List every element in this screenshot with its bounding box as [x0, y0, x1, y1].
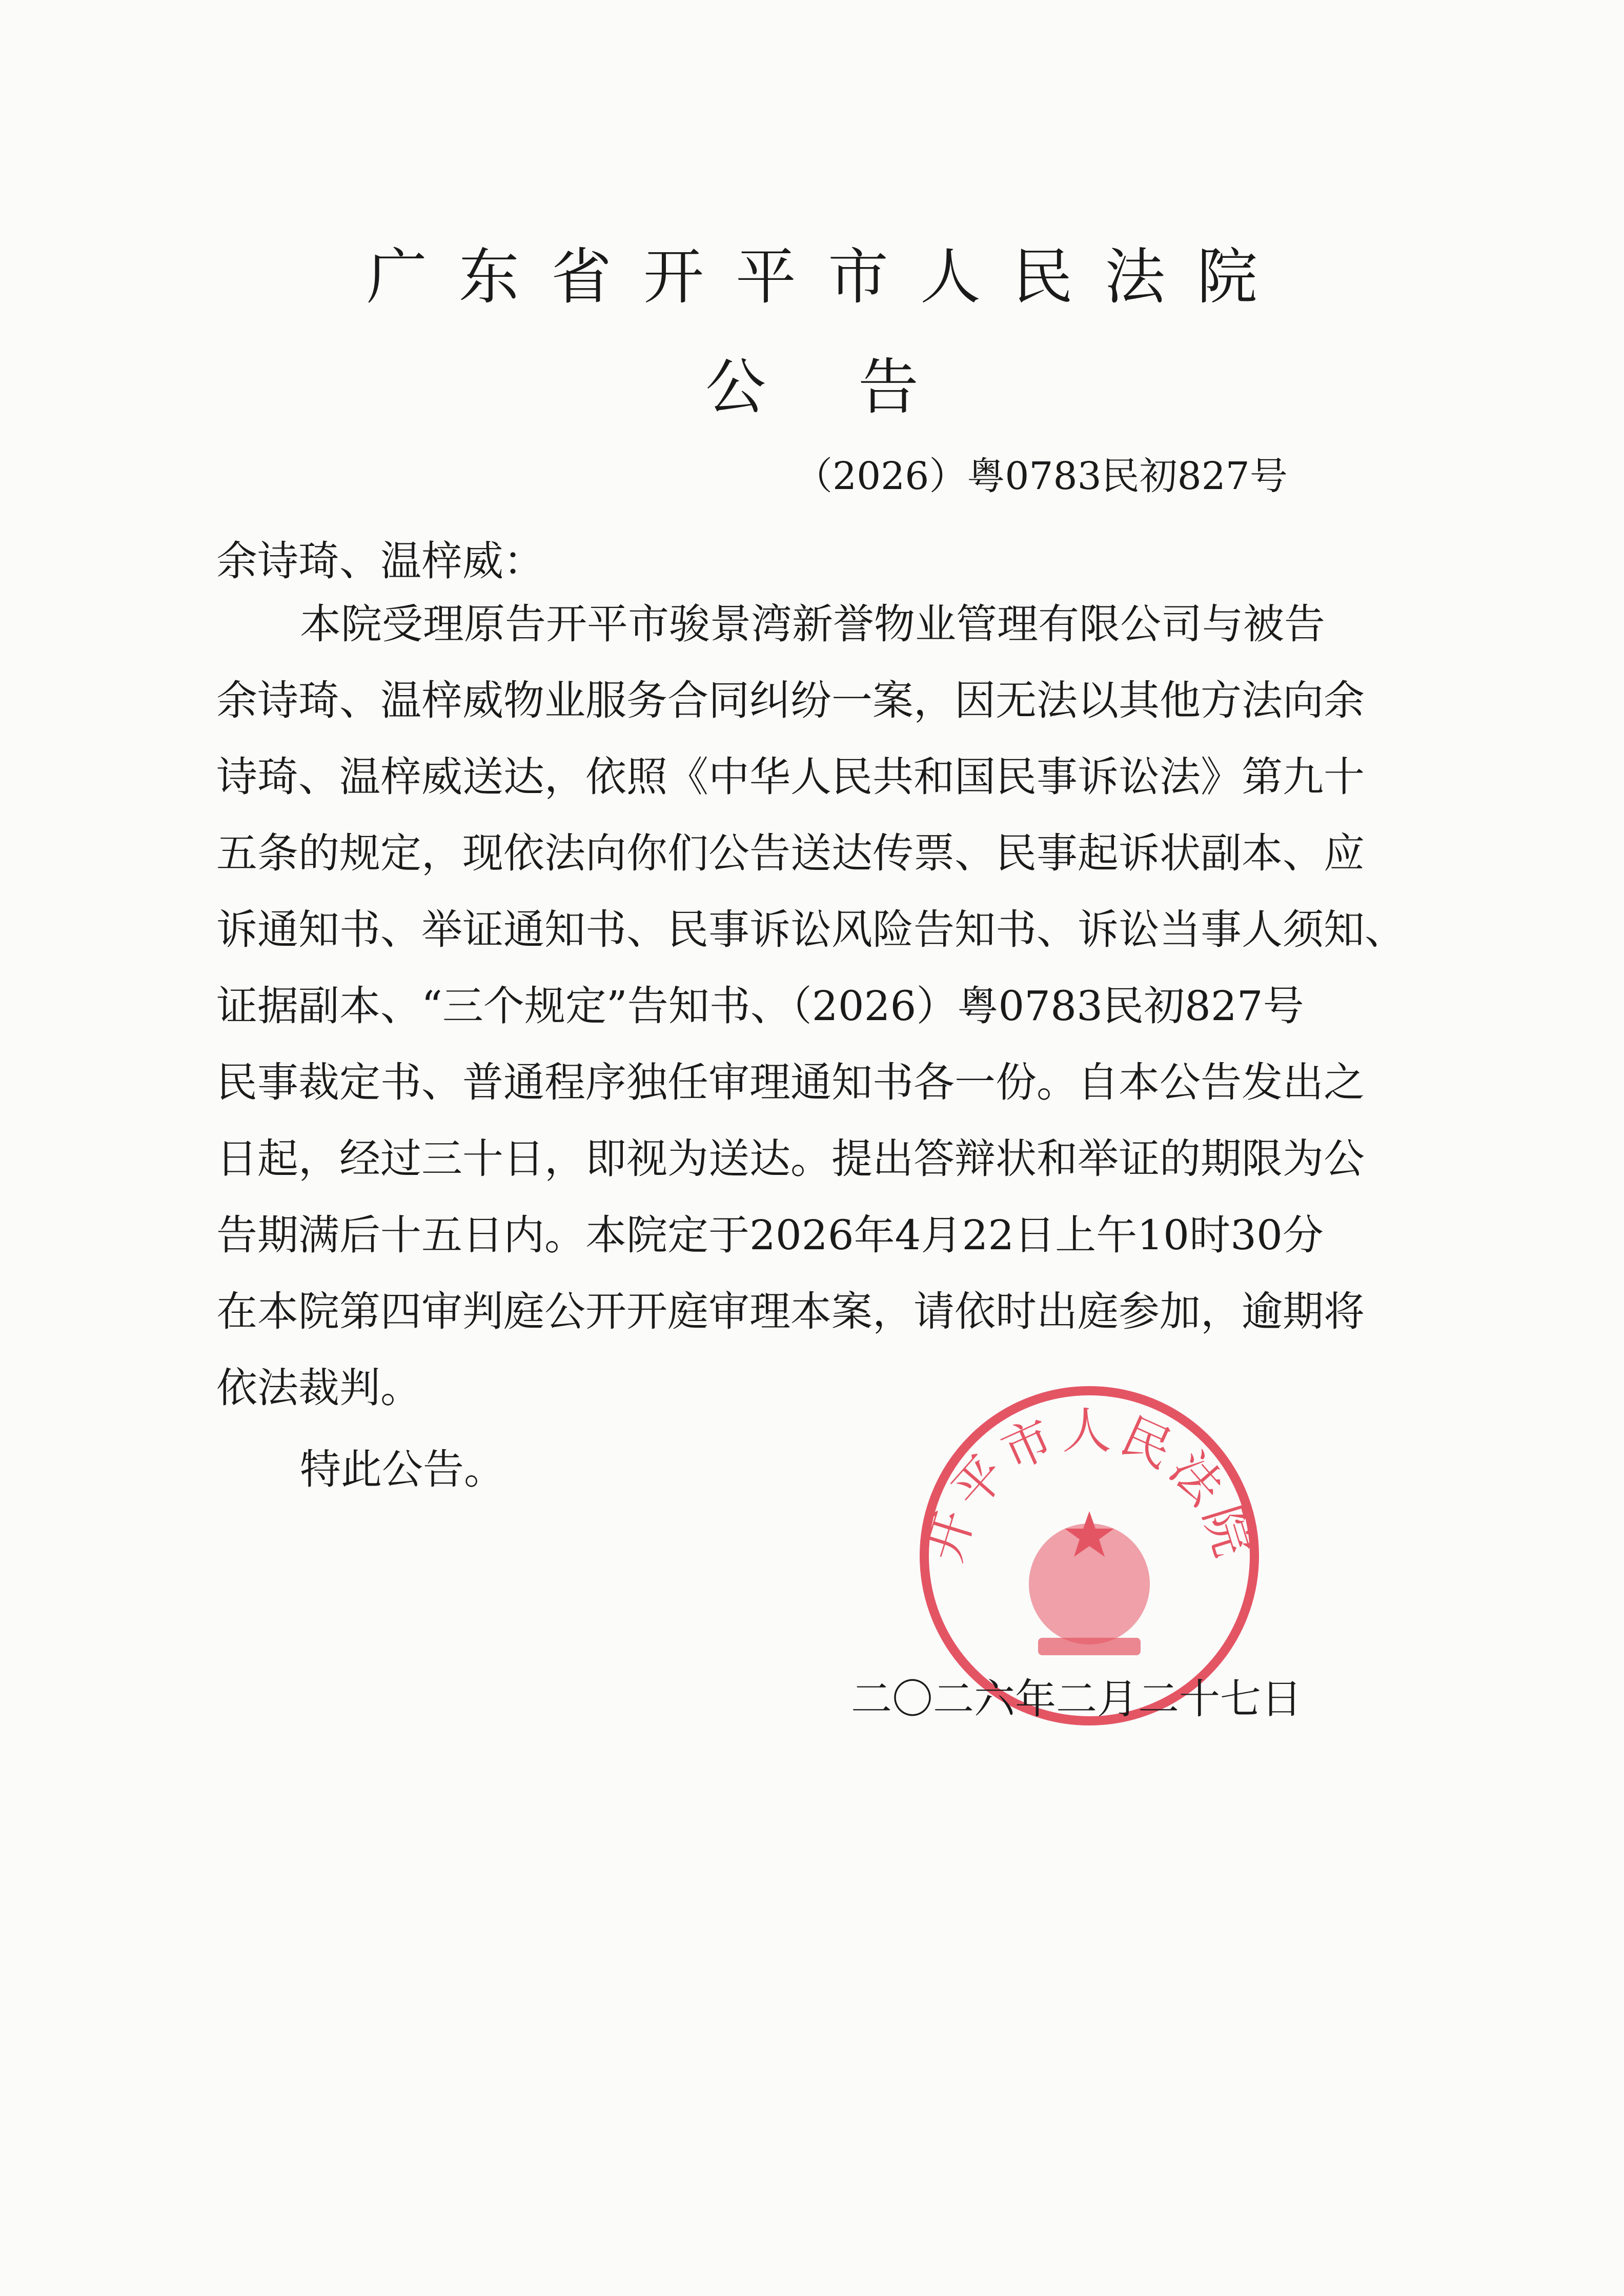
body-line: 日起，经过三十日，即视为送达。提出答辩状和举证的期限为公	[216, 1135, 1365, 1183]
addressee: 余诗琦、温梓威：	[216, 537, 544, 585]
seal-emblem-icon	[1029, 1511, 1150, 1655]
body-line: 在本院第四审判庭公开开庭审理本案，请依时出庭参加，逾期将	[216, 1288, 1365, 1335]
body-line: 诉通知书、举证通知书、民事诉讼风险告知书、诉讼当事人须知、	[216, 906, 1406, 953]
body-line: 依法裁判。	[216, 1364, 421, 1412]
closing-statement: 特此公告。	[300, 1446, 505, 1493]
body-line: 本院受理原告开平市骏景湾新誉物业管理有限公司与被告	[300, 600, 1325, 648]
issue-date: 二〇二六年二月二十七日	[851, 1675, 1302, 1723]
body-line: 民事裁定书、普通程序独任审理通知书各一份。自本公告发出之	[216, 1059, 1365, 1106]
body-line: 五条的规定，现依法向你们公告送达传票、民事起诉状副本、应	[216, 829, 1365, 877]
body-line: 证据副本、“三个规定”告知书、（2026）粤0783民初827号	[216, 982, 1304, 1030]
document-title: 公告	[705, 352, 1011, 422]
case-number: （2026）粤0783民初827号	[795, 454, 1288, 498]
body-line: 余诗琦、温梓威物业服务合同纠纷一案，因无法以其他方法向余	[216, 677, 1365, 724]
seal-text-path: 开平市人民法院	[915, 1402, 1264, 1568]
court-name-heading: 广东省开平市人民法院	[366, 241, 1289, 312]
body-line: 告期满后十五日内。本院定于2026年4月22日上午10时30分	[216, 1211, 1324, 1259]
seal-emblem-base	[1038, 1638, 1141, 1655]
body-line: 诗琦、温梓威送达，依照《中华人民共和国民事诉讼法》第九十	[216, 753, 1365, 801]
